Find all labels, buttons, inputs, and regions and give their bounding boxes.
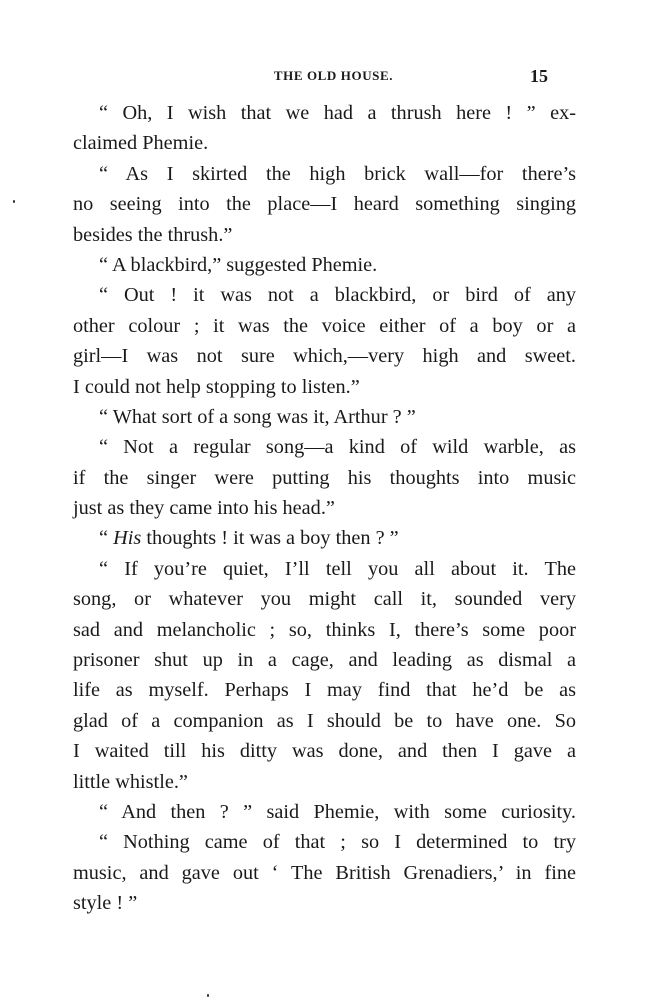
text-line: life as myself. Perhaps I may find that he’d be as [73, 679, 576, 702]
body-text [73, 98, 576, 919]
text-line: “ A blackbird,” suggested Phemie. [99, 253, 378, 276]
text-line: “ Oh, I wish that we had a thrush here ! ” ex- [99, 102, 576, 124]
text-line: “ What sort of a song was it, Arthur ? ” [99, 405, 416, 428]
text-line: I waited till his ditty was done, and then I gave a [73, 740, 576, 763]
italic-word: His [113, 527, 142, 550]
text-line: just as they came into his head.” [73, 497, 335, 520]
text-line-with-italic [73, 523, 576, 553]
text-line: prisoner shut up in a cage, and leading as dismal a [73, 649, 576, 672]
page-number: 15 [530, 66, 548, 86]
text-line: “ And then ? ” said Phemie, with some curiosity. [99, 800, 576, 823]
text-line: style ! ” [73, 892, 138, 915]
text-segment: “ [99, 527, 114, 550]
text-line: “ As I skirted the high brick wall—for there’s [99, 162, 576, 185]
text-line: besides the thrush.” [73, 223, 233, 246]
running-title: THE OLD HOUSE. [273, 68, 394, 83]
text-line: claimed Phemie. [73, 132, 209, 155]
text-line: little whistle.” [73, 770, 188, 793]
text-line: girl—I was not sure which,—very high and sweet. [73, 345, 576, 368]
print-speck [207, 994, 209, 997]
text-line: if the singer were putting his thoughts into music [73, 466, 576, 489]
text-line: I could not help stopping to listen.” [73, 375, 360, 398]
text-line: “ Not a regular song—a kind of wild warble, as [99, 436, 576, 459]
text-line: other colour ; it was the voice either of a boy or a [73, 314, 576, 337]
text-line: glad of a companion as I should be to have one. So [73, 709, 576, 732]
text-segment: thoughts ! it was a boy then ? ” [141, 527, 399, 550]
text-line: “ If you’re quiet, I’ll tell you all about it. The [99, 557, 576, 580]
text-line: music, and gave out ‘ The British Grenadiers,’ in fine [73, 861, 576, 884]
text-line: “ Nothing came of that ; so I determined to try [99, 831, 576, 854]
running-header [0, 66, 667, 90]
print-speck [13, 200, 15, 203]
text-line: song, or whatever you might call it, sounded very [73, 588, 576, 611]
text-line: sad and melancholic ; so, thinks I, there’s some poor [73, 618, 576, 641]
text-line: no seeing into the place—I heard something singing [73, 193, 576, 216]
text-line: “ Out ! it was not a blackbird, or bird of any [99, 284, 576, 307]
